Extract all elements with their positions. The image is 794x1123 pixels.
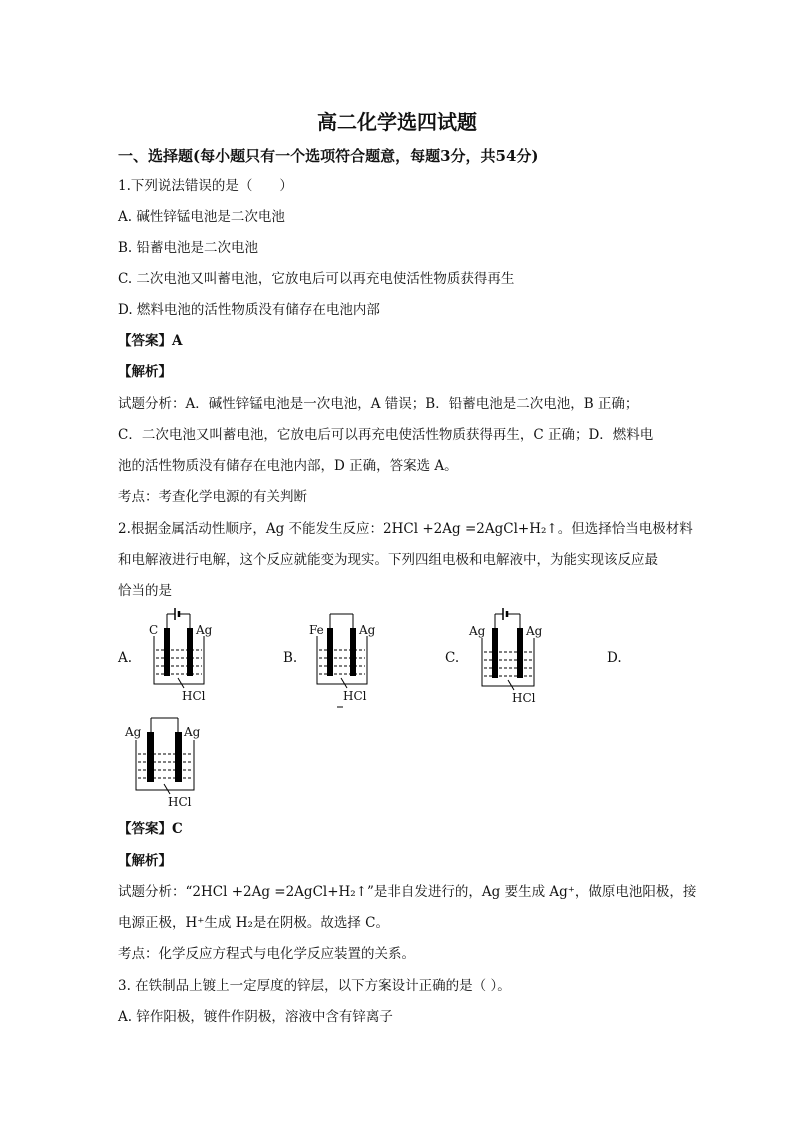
page-title: 高二化学选四试题 (317, 110, 477, 134)
electrode-left (327, 628, 333, 676)
electrode-label-left: Ag (469, 624, 486, 638)
q2-analysis-heading: 【解析】 (118, 853, 172, 869)
electrode-left (492, 628, 498, 678)
q1-analysis-heading: 【解析】 (118, 364, 172, 380)
q2-stem: 恰当的是 (118, 583, 172, 599)
solution-label: HCl (182, 689, 206, 703)
electrode-right (187, 628, 193, 676)
q2-stem: 和电解液进行电解，这个反应就能变为现实。下列四组电极和电解液中，为能实现该反应最 (118, 552, 658, 568)
q1-point: 考点：考查化学电源的有关判断 (118, 489, 307, 505)
q1-analysis-line: C．二次电池又叫蓄电池，它放电后可以再充电使活性物质获得再生，C 正确；D．燃料电 (118, 427, 654, 443)
q1-analysis-line: 试题分析：A．碱性锌锰电池是一次电池，A 错误；B．铅蓄电池是二次电池，B 正确； (118, 396, 639, 412)
q2-point: 考点：化学反应方程式与电化学反应装置的关系。 (118, 946, 415, 962)
apparatus-c (466, 608, 550, 708)
apparatus-d (122, 714, 208, 814)
electrode-label-left: C (149, 623, 159, 637)
q2-analysis-line: 电源正极，H⁺生成 H₂是在阴极。故选择 C。 (118, 915, 389, 931)
electrode-label-right: Ag (526, 624, 543, 638)
q2-answer: 【答案】C (118, 821, 183, 837)
solution-label: HCl (168, 795, 192, 809)
q1-analysis-line: 池的活性物质没有储存在电池内部，D 正确，答案选 A。 (118, 458, 458, 474)
apparatus-b (303, 610, 383, 710)
solution-label: HCl (512, 691, 536, 705)
section-heading: 一、选择题(每小题只有一个选项符合题意，每题3分，共54分) (118, 147, 539, 165)
electrode-label-right: Ag (184, 725, 201, 739)
q2-analysis-line: 试题分析：“2HCl +2Ag =2AgCl+H₂↑”是非自发进行的，Ag 要生成 Ag⁺，做原电池阳极，接 (118, 884, 697, 900)
electrode-label-left: Ag (125, 725, 142, 739)
solution-label: HCl (343, 689, 367, 703)
electrode-right (175, 732, 182, 782)
electrode-right (350, 628, 356, 676)
q2-option-d-label: D. (607, 650, 622, 666)
q3-option-a: A. 锌作阳极，镀件作阴极，溶液中含有锌离子 (118, 1009, 393, 1025)
electrode-right (517, 628, 523, 678)
electrode-label-left: Fe (309, 623, 324, 637)
q1-option-b: B. 铅蓄电池是二次电池 (118, 240, 259, 256)
electrode-left (164, 628, 170, 676)
q1-option-a: A. 碱性锌锰电池是二次电池 (118, 209, 285, 225)
q2-option-a-label: A. (118, 650, 133, 666)
electrode-label-right: Ag (359, 623, 376, 637)
q2-option-b-label: B. (283, 650, 298, 666)
electrode-left (147, 732, 154, 782)
q1-option-c: C. 二次电池又叫蓄电池，它放电后可以再充电使活性物质获得再生 (118, 271, 515, 287)
q1-option-d: D. 燃料电池的活性物质没有储存在电池内部 (118, 302, 380, 318)
q1-stem: 1.下列说法错误的是（ ） (118, 178, 293, 194)
q2-option-c-label: C. (445, 650, 460, 666)
q2-stem: 2.根据金属活动性顺序，Ag 不能发生反应：2HCl +2Ag =2AgCl+H₂↑。但选择恰当电极材料 (118, 521, 693, 537)
electrode-label-right: Ag (196, 623, 213, 637)
apparatus-a (140, 606, 220, 706)
q3-stem: 3. 在铁制品上镀上一定厚度的锌层，以下方案设计正确的是（ ）。 (118, 978, 511, 994)
q1-answer: 【答案】A (118, 333, 183, 349)
